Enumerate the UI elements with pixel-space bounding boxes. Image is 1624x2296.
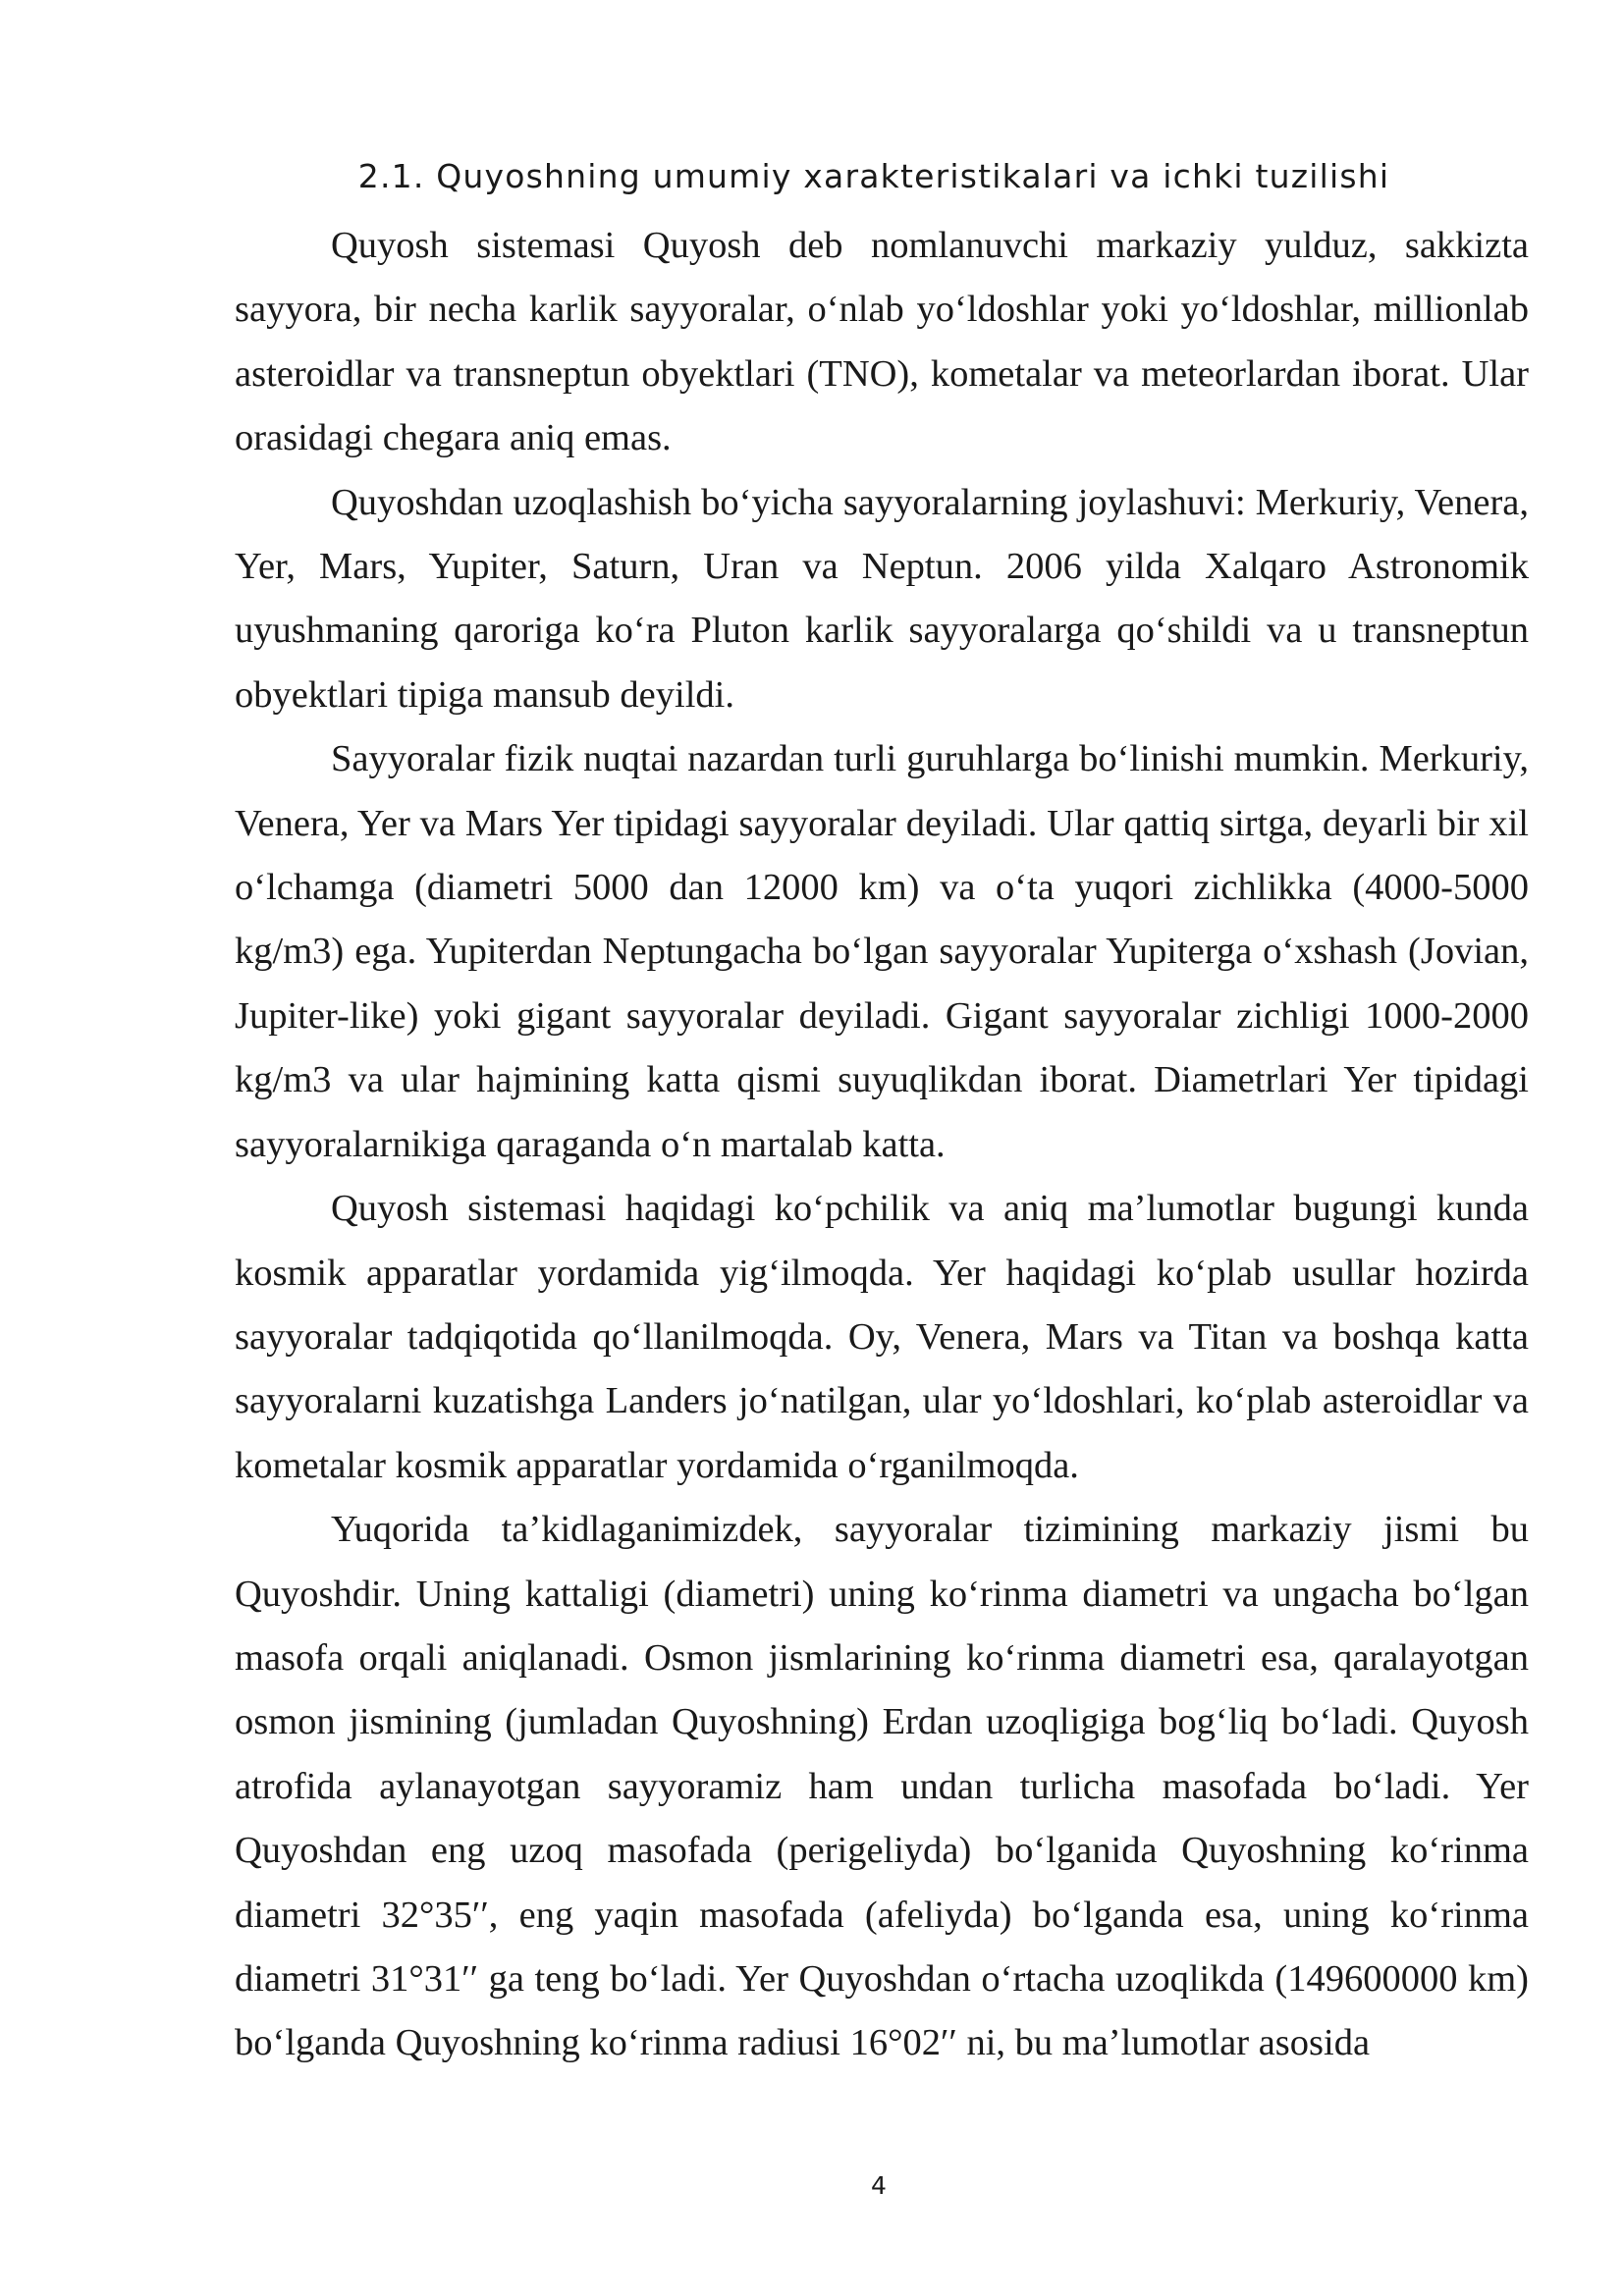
paragraph-solar-system: Quyosh sistemasi Quyosh deb nomlanuvchi markaziy yulduz, sakkizta sayyora, bir necha karlik sayyoralar, o‘nlab yo‘ldoshlar yoki yo‘ldoshlar, millionlab asteroidlar va transneptun obyektlari (TNO), kometalar va meteorlardan iborat. Ular orasidagi chegara aniq emas. [235,225,1529,459]
body-text [235,214,1529,2076]
section-heading: 2.1. Quyoshning umumiy xarakteristikalari va ichki tuzilishi [357,157,1390,195]
paragraph-sun-diameter: Yuqorida ta’kidlaganimizdek, sayyoralar tizimining markaziy jismi bu Quyoshdir. Uning kattaligi (diametri) uning ko‘rinma diametri va ungacha bo‘lgan masofa orqali aniqlanadi. Osmon jismlarining ko‘rinma diametri esa, qaralayotgan osmon jismining (jumladan Quyoshning) Erdan uzoqligiga bog‘liq bo‘ladi. Quyosh atrofida aylanayotgan sayyoramiz ham undan turlicha masofada bo‘ladi. Yer Quyoshdan eng uzoq masofada (perigeliyda) bo‘lganida Quyoshning ko‘rinma diametri 32°35′′, eng yaqin masofada (afeliyda) bo‘lganda esa, uning ko‘rinma diametri 31°31′′ ga teng bo‘ladi. Yer Quyoshdan o‘rtacha uzoqlikda (149600000 km) bo‘lganda Quyoshning ko‘rinma radiusi 16°02′′ ni, bu ma’lumotlar asosida [235,1509,1529,2064]
paragraph-planet-groups: Sayyoralar fizik nuqtai nazardan turli guruhlarga bo‘linishi mumkin. Merkuriy, Venera, Yer va Mars Yer tipidagi sayyoralar deyiladi. Ular qattiq sirtga, deyarli bir xil o‘lchamga (diametri 5000 dan 12000 km) va o‘ta yuqori zichlikka (4000-5000 kg/m3) ega. Yupiterdan Neptungacha bo‘lgan sayyoralar Yupiterga o‘xshash (Jovian, Jupiter-like) yoki gigant sayyoralar deyiladi. Gigant sayyoralar zichligi 1000-2000 kg/m3 va ular hajmining katta qismi suyuqlikdan iborat. Diametrlari Yer tipidagi sayyoralarnikiga qaraganda o‘n martalab katta. [235,738,1529,1165]
page-number: 4 [871,2171,887,2200]
paragraph-planet-order: Quyoshdan uzoqlashish bo‘yicha sayyoralarning joylashuvi: Merkuriy, Venera, Yer, Mars, Yupiter, Saturn, Uran va Neptun. 2006 yilda Xalqaro Astronomik uyushmaning qaroriga ko‘ra Pluton karlik sayyoralarga qo‘shildi va u transneptun obyektlari tipiga mansub deyildi. [235,481,1529,716]
paragraph-space-research: Quyosh sistemasi haqidagi ko‘pchilik va aniq ma’lumotlar bugungi kunda kosmik apparatlar yordamida yig‘ilmoqda. Yer haqidagi ko‘plab usullar hozirda sayyoralar tadqiqotida qo‘llanilmoqda. Oy, Venera, Mars va Titan va boshqa katta sayyoralarni kuzatishga Landers jo‘natilgan, ular yo‘ldoshlari, ko‘plab asteroidlar va kometalar kosmik apparatlar yordamida o‘rganilmoqda. [235,1188,1529,1486]
